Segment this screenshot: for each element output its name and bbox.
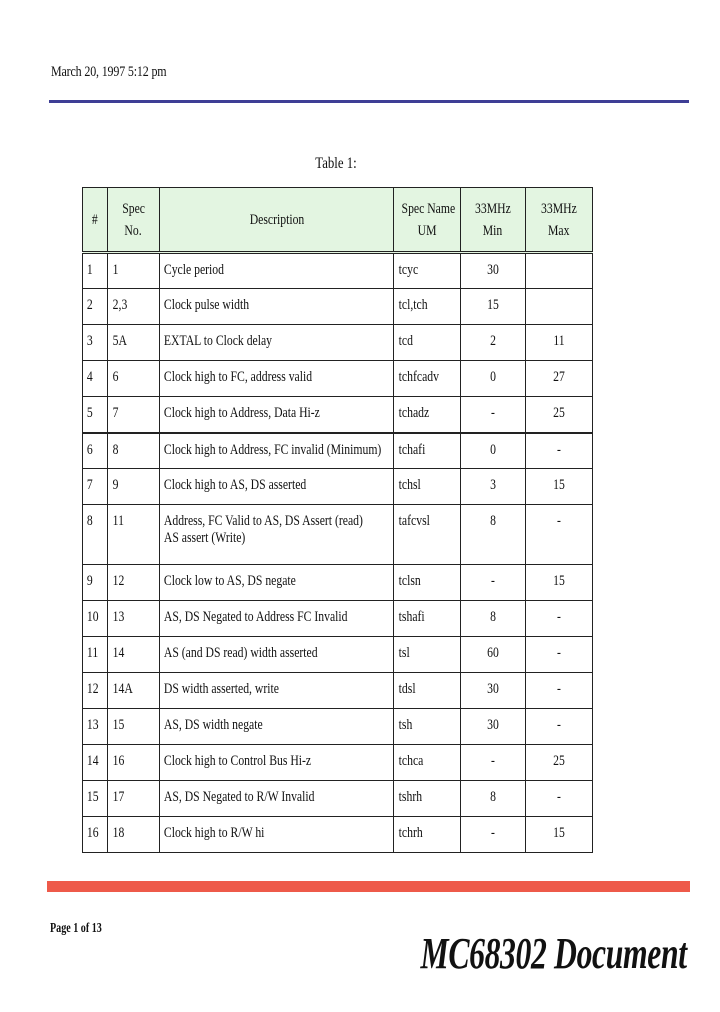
row-num: 4 <box>83 361 108 397</box>
row-description: Clock pulse width <box>160 289 394 325</box>
row-spec-name: tdsl <box>394 673 461 709</box>
document-date: March 20, 1997 5:12 pm <box>51 64 167 80</box>
row-min: 8 <box>461 505 526 565</box>
row-max: - <box>526 709 593 745</box>
table-row <box>83 433 593 469</box>
row-description: AS, DS width negate <box>160 709 394 745</box>
footer-rule <box>47 881 690 892</box>
row-description: DS width asserted, write <box>160 673 394 709</box>
row-spec-name: tcl,tch <box>394 289 461 325</box>
table-row <box>83 361 593 397</box>
table-row <box>83 709 593 745</box>
row-description: Clock high to Control Bus Hi-z <box>160 745 394 781</box>
row-max: 25 <box>526 745 593 781</box>
row-description: Clock high to Address, FC invalid (Minimum) <box>160 433 394 469</box>
row-num: 5 <box>83 397 108 433</box>
row-max: - <box>526 781 593 817</box>
row-spec-name: tsh <box>394 709 461 745</box>
table-row <box>83 745 593 781</box>
table-title-text: Table 1: <box>315 155 357 172</box>
row-max: 11 <box>526 325 593 361</box>
row-spec-name: tchrh <box>394 817 461 853</box>
header-rule <box>49 100 689 103</box>
row-num: 13 <box>83 709 108 745</box>
row-min: - <box>461 397 526 433</box>
row-max: 25 <box>526 397 593 433</box>
row-num: 16 <box>83 817 108 853</box>
row-max: 15 <box>526 817 593 853</box>
table-row <box>83 253 593 289</box>
row-min: 30 <box>461 673 526 709</box>
row-description: Clock high to FC, address valid <box>160 361 394 397</box>
row-description: EXTAL to Clock delay <box>160 325 394 361</box>
row-spec-name: tchadz <box>394 397 461 433</box>
table-row <box>83 289 593 325</box>
row-num: 3 <box>83 325 108 361</box>
row-min: 0 <box>461 433 526 469</box>
row-spec-no: 16 <box>108 745 160 781</box>
row-max: 15 <box>526 469 593 505</box>
table-row <box>83 469 593 505</box>
table-header-row <box>83 188 593 253</box>
col-header-num: # <box>83 188 108 253</box>
row-min: 8 <box>461 781 526 817</box>
row-description: Clock low to AS, DS negate <box>160 565 394 601</box>
row-spec-no: 9 <box>108 469 160 505</box>
row-num: 11 <box>83 637 108 673</box>
row-spec-no: 15 <box>108 709 160 745</box>
row-spec-no: 8 <box>108 433 160 469</box>
table-row <box>83 817 593 853</box>
row-spec-name: tchafi <box>394 433 461 469</box>
col-header-spec-name: Spec Name UM <box>394 188 461 253</box>
row-min: 30 <box>461 709 526 745</box>
row-num: 7 <box>83 469 108 505</box>
row-max: - <box>526 673 593 709</box>
row-min: 60 <box>461 637 526 673</box>
row-num: 10 <box>83 601 108 637</box>
row-num: 6 <box>83 433 108 469</box>
row-description: AS (and DS read) width asserted <box>160 637 394 673</box>
row-min: 0 <box>461 361 526 397</box>
table-title <box>67 155 605 173</box>
row-min: - <box>461 745 526 781</box>
row-spec-no: 17 <box>108 781 160 817</box>
table-row <box>83 673 593 709</box>
spec-table <box>82 187 593 853</box>
row-spec-no: 1 <box>108 253 160 289</box>
document-title: MC68302 Document <box>420 929 687 978</box>
row-description: AS, DS Negated to Address FC Invalid <box>160 601 394 637</box>
table-row <box>83 397 593 433</box>
row-spec-no: 2,3 <box>108 289 160 325</box>
row-min: 30 <box>461 253 526 289</box>
row-num: 8 <box>83 505 108 565</box>
row-max: - <box>526 433 593 469</box>
col-header-spec: Spec No. <box>108 188 160 253</box>
row-description: Clock high to R/W hi <box>160 817 394 853</box>
row-description: Clock high to AS, DS asserted <box>160 469 394 505</box>
row-min: - <box>461 817 526 853</box>
row-spec-name: tchfcadv <box>394 361 461 397</box>
row-num: 1 <box>83 253 108 289</box>
row-num: 12 <box>83 673 108 709</box>
table-row <box>83 601 593 637</box>
row-spec-name: tcyc <box>394 253 461 289</box>
row-spec-no: 6 <box>108 361 160 397</box>
row-spec-name: tsl <box>394 637 461 673</box>
row-spec-no: 12 <box>108 565 160 601</box>
table-row <box>83 565 593 601</box>
table-row <box>83 637 593 673</box>
row-max: - <box>526 601 593 637</box>
row-max: 15 <box>526 565 593 601</box>
row-spec-name: tshrh <box>394 781 461 817</box>
table-row <box>83 325 593 361</box>
table-row <box>83 781 593 817</box>
row-num: 2 <box>83 289 108 325</box>
page-number: Page 1 of 13 <box>50 921 102 936</box>
row-spec-name: tafcvsl <box>394 505 461 565</box>
row-spec-no: 11 <box>108 505 160 565</box>
row-description: Address, FC Valid to AS, DS Assert (read) AS assert (Write) <box>160 505 394 565</box>
row-min: 8 <box>461 601 526 637</box>
row-spec-name: tshafi <box>394 601 461 637</box>
row-spec-name: tcd <box>394 325 461 361</box>
row-description: Cycle period <box>160 253 394 289</box>
col-header-max: 33MHz Max <box>526 188 593 253</box>
row-max <box>526 253 593 289</box>
row-min: 2 <box>461 325 526 361</box>
row-max <box>526 289 593 325</box>
row-description: AS, DS Negated to R/W Invalid <box>160 781 394 817</box>
row-spec-name: tchca <box>394 745 461 781</box>
row-min: 3 <box>461 469 526 505</box>
row-spec-no: 14A <box>108 673 160 709</box>
row-min: - <box>461 565 526 601</box>
row-spec-no: 13 <box>108 601 160 637</box>
row-max: - <box>526 505 593 565</box>
col-header-min: 33MHz Min <box>461 188 526 253</box>
row-num: 15 <box>83 781 108 817</box>
row-spec-no: 18 <box>108 817 160 853</box>
row-spec-no: 7 <box>108 397 160 433</box>
table-row <box>83 505 593 565</box>
row-num: 14 <box>83 745 108 781</box>
row-spec-name: tchsl <box>394 469 461 505</box>
row-spec-no: 5A <box>108 325 160 361</box>
row-spec-name: tclsn <box>394 565 461 601</box>
row-spec-no: 14 <box>108 637 160 673</box>
col-header-description: Description <box>160 188 394 253</box>
row-max: 27 <box>526 361 593 397</box>
row-num: 9 <box>83 565 108 601</box>
row-min: 15 <box>461 289 526 325</box>
row-max: - <box>526 637 593 673</box>
row-description: Clock high to Address, Data Hi-z <box>160 397 394 433</box>
